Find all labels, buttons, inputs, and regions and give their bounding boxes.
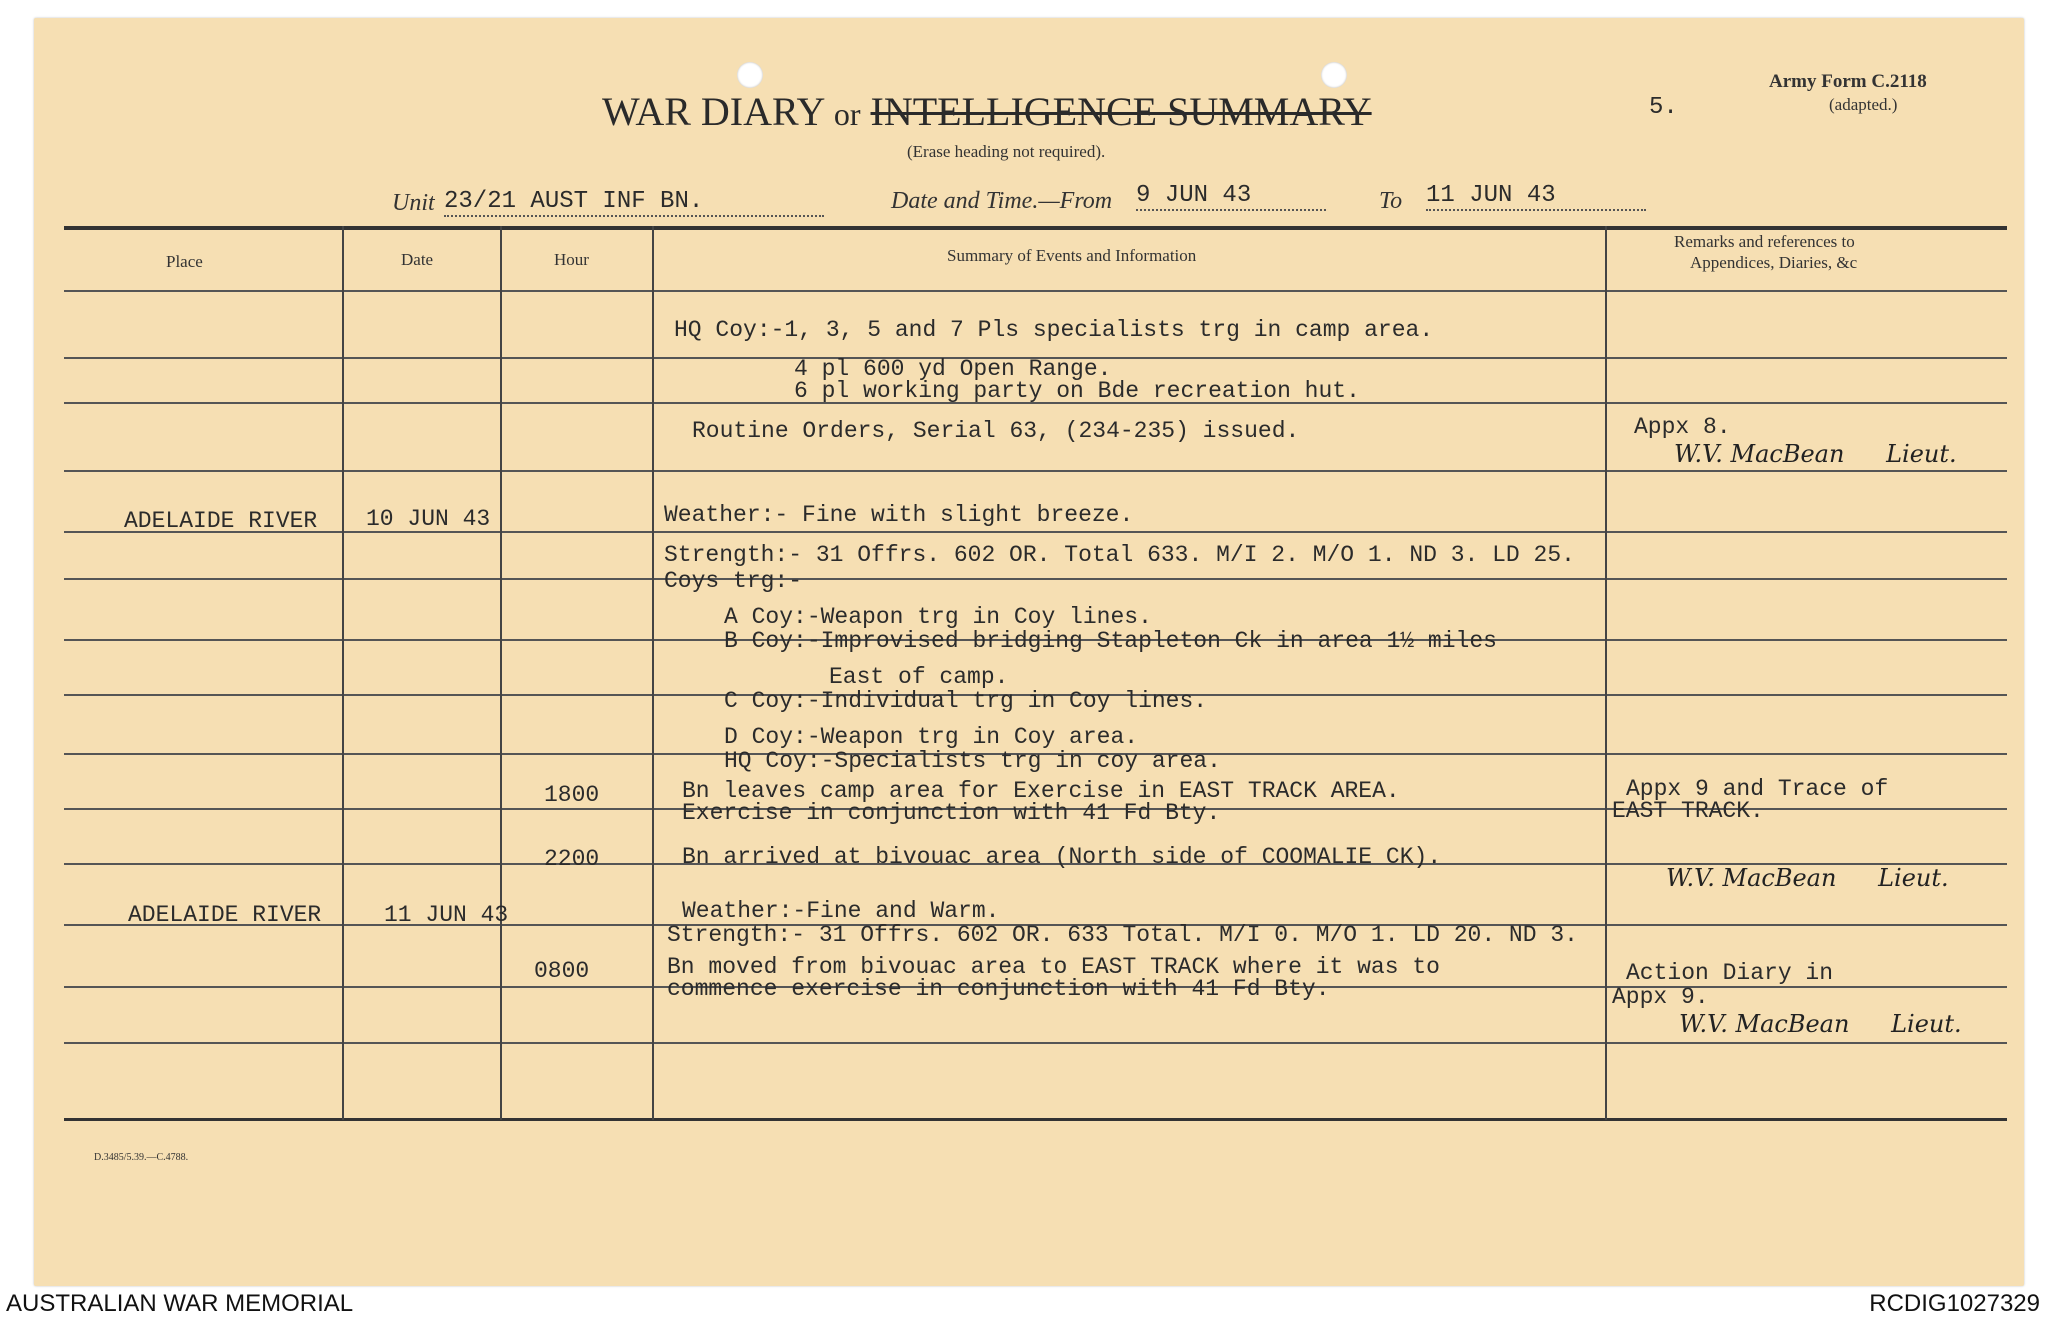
place-10-jun: ADELAIDE RIVER [124,508,318,534]
entry-6-pl: 6 pl working party on Bde recreation hut. [794,378,1360,404]
to-date: 11 JUN 43 [1426,182,1646,211]
signature-rank: Lieut. [1878,864,1949,892]
punch-hole-left [737,62,763,88]
signature-name: W.V. MacBean [1674,440,1845,468]
hour-2200: 2200 [544,846,600,872]
unit-value: 23/21 AUST INF BN. [444,188,824,217]
title-subtitle: (Erase heading not required). [907,142,1106,161]
entry-weather-10: Weather:- Fine with slight breeze. [664,502,1134,528]
entry-c-coy: C Coy:-Individual trg in Coy lines. [724,688,1208,714]
title-or: or [833,96,861,132]
entry-b-coy-cont: East of camp. [829,664,1009,690]
header-remarks-line1: Remarks and references to [1674,232,1855,251]
entry-commence: commence exercise in conjunction with 41 Fd Bty. [667,976,1330,1002]
entry-coys-trg: Coys trg:- [664,568,803,594]
remark-east-track: EAST TRACK. [1612,798,1764,824]
unit-label: Unit [392,190,435,216]
entry-d-coy: D Coy:-Weapon trg in Coy area. [724,724,1139,750]
signature-3 [1679,1010,1962,1038]
from-date: 9 JUN 43 [1136,182,1326,211]
signature-1 [1674,440,1957,468]
entry-b-coy: B Coy:-Improvised bridging Stapleton Ck in area 1½ miles [724,628,1497,654]
signature-rank: Lieut. [1886,440,1957,468]
entry-exercise: Exercise in conjunction with 41 Fd Bty. [682,800,1221,826]
remark-appx-9: Appx 9. [1612,984,1709,1010]
entry-bn-leaves: Bn leaves camp area for Exercise in EAST TRACK AREA. [682,778,1400,804]
form-print-code: D.3485/5.39.—C.4788. [94,1152,189,1163]
entry-bn-moved: Bn moved from bivouac area to EAST TRACK where it was to [667,954,1440,980]
entry-4-pl: 4 pl 600 yd Open Range. [794,356,1112,382]
entry-strength-11: Strength:- 31 Offrs. 602 OR. 633 Total. M/I 0. M/O 1. LD 20. ND 3. [667,922,1578,948]
footer-record-id: RCDIG1027329 [1869,1290,2040,1317]
entry-bn-arrived: Bn arrived at bivouac area (North side of COOMALIE CK). [682,844,1442,870]
title-intelligence-summary: INTELLIGENCE SUMMARY [870,89,1372,134]
header-summary: Summary of Events and Information [947,246,1197,265]
punch-hole-right [1321,62,1347,88]
header-place: Place [166,252,203,271]
signature-name: W.V. MacBean [1679,1010,1850,1038]
place-11-jun: ADELAIDE RIVER [128,902,322,928]
footer-archive-name: AUSTRALIAN WAR MEMORIAL [6,1290,354,1317]
army-form-adapted: (adapted.) [1829,95,1898,114]
entry-strength-10: Strength:- 31 Offrs. 602 OR. Total 633. M/I 2. M/O 1. ND 3. LD 25. [664,542,1575,568]
page-number: 5. [1649,94,1678,121]
diary-sheet [34,18,2024,1286]
date-time-label: Date and Time.—From [891,188,1113,214]
entry-a-coy: A Coy:-Weapon trg in Coy lines. [724,604,1152,630]
date-11-jun: 11 JUN 43 [384,902,509,928]
signature-name: W.V. MacBean [1666,864,1837,892]
header-remarks-line2: Appendices, Diaries, &c [1690,253,1858,272]
entry-hq-coy: HQ Coy:-1, 3, 5 and 7 Pls specialists trg in camp area. [674,317,1434,343]
remark-appx-8: Appx 8. [1634,414,1731,440]
header-date: Date [401,250,434,269]
header-hour: Hour [554,250,589,269]
to-label: To [1379,188,1403,214]
remark-action-diary: Action Diary in [1626,960,1834,986]
entry-weather-11: Weather:-Fine and Warm. [682,898,1000,924]
remark-appx-9-trace: Appx 9 and Trace of [1626,776,1889,802]
page-title [602,88,1372,135]
entry-hq-coy-2: HQ Coy:-Specialists trg in coy area. [724,748,1221,774]
army-form-label: Army Form C.2118 [1769,71,1927,92]
hour-1800: 1800 [544,782,600,808]
hour-0800: 0800 [534,958,590,984]
date-10-jun: 10 JUN 43 [366,506,491,532]
signature-2 [1666,864,1949,892]
entry-routine-orders: Routine Orders, Serial 63, (234-235) issued. [692,418,1300,444]
signature-rank: Lieut. [1891,1010,1962,1038]
title-war-diary: WAR DIARY [602,89,824,134]
